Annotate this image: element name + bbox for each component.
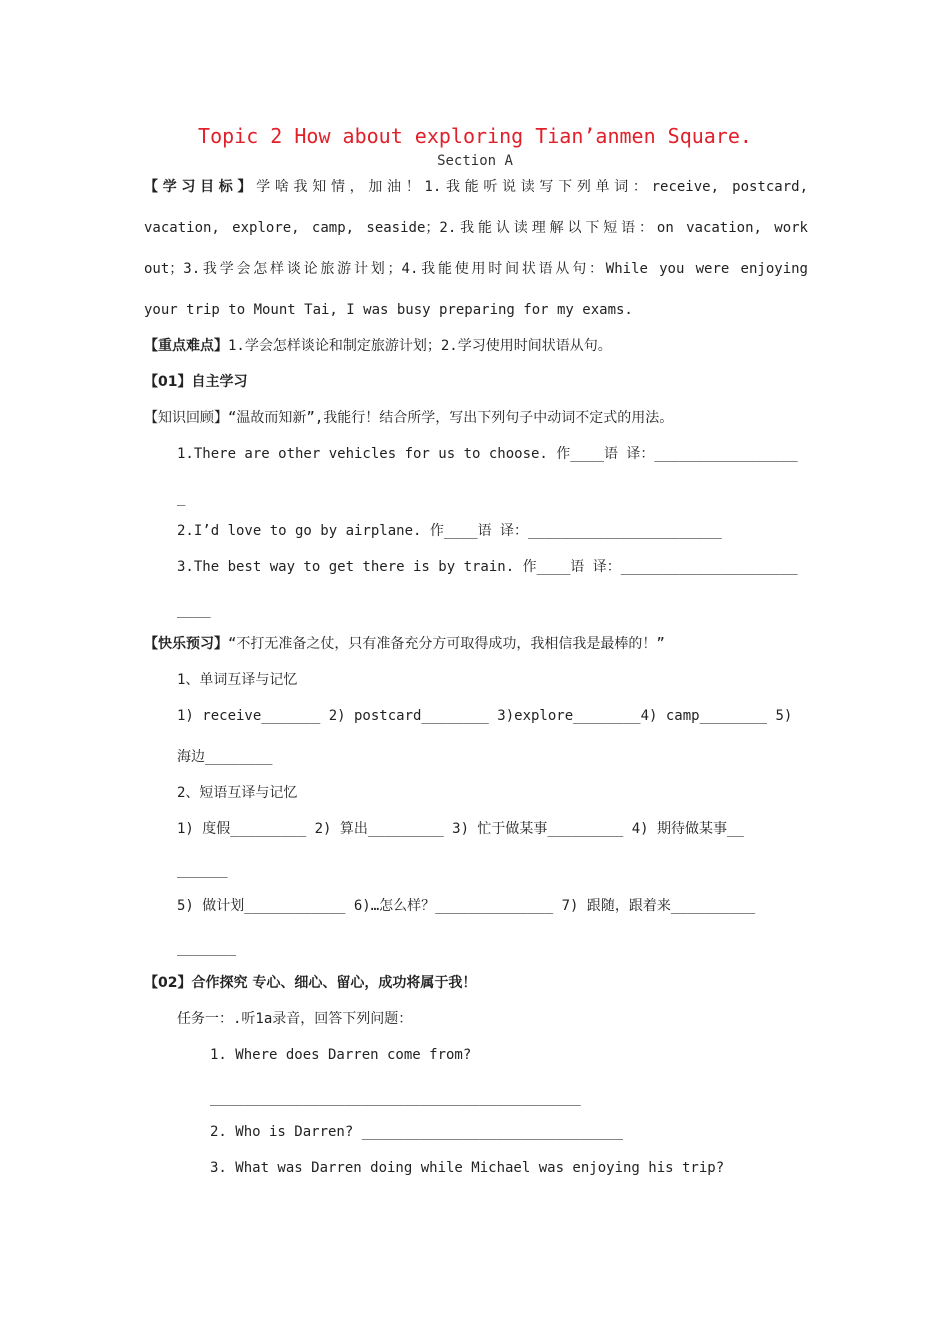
task-one: 任务一：.听1a录音，回答下列问题： bbox=[177, 1011, 413, 1027]
question-2: 2. Who is Darren? _______________________________ bbox=[210, 1124, 624, 1140]
review-item-1-cont: _ bbox=[177, 490, 186, 506]
words-line-2: 海边________ bbox=[177, 749, 273, 765]
phrases-line-1: 1) 度假_________ 2) 算出_________ 3) 忙于做某事_________ 4) 期待做某事__ bbox=[177, 821, 744, 837]
review-tag: 【知识回顾】 bbox=[144, 410, 228, 426]
goals-line-3: out；3.我学会怎样谈论旅游计划；4.我能使用时间状语从句：While you were enjoying bbox=[144, 261, 808, 277]
goals-tag: 【学习目标】 bbox=[144, 179, 257, 195]
preview-intro bbox=[144, 634, 808, 654]
words-heading: 1、单词互译与记忆 bbox=[177, 672, 298, 688]
section-subtitle: Section A bbox=[437, 153, 513, 169]
section-01-heading: 【01】自主学习 bbox=[144, 374, 248, 390]
phrases-line-3: 5) 做计划____________ 6)…怎么样？______________ 7) 跟随，跟着来__________ bbox=[177, 898, 756, 914]
review-text: “温故而知新”,我能行！结合所学，写出下列句子中动词不定式的用法。 bbox=[228, 410, 674, 426]
goals-line-4: your trip to Mount Tai, I was busy preparing for my exams. bbox=[144, 302, 633, 318]
phrases-heading: 2、短语互译与记忆 bbox=[177, 785, 298, 801]
review-item-3: 3.The best way to get there is by train. 作____语 译：_____________________ bbox=[177, 559, 798, 575]
words-line-1: 1) receive_______ 2) postcard________ 3)explore________4) camp________ 5) bbox=[177, 708, 793, 724]
review-item-1: 1.There are other vehicles for us to choose. 作____语 译：_________________ bbox=[177, 446, 798, 462]
goals-line-1: 【学习目标】学啥我知情，加油！1.我能听说读写下列单词：receive, postcard, bbox=[144, 179, 808, 195]
question-1: 1. Where does Darren come from? bbox=[210, 1047, 472, 1063]
section-02-heading: 【02】合作探究 专心、细心、留心，成功将属于我！ bbox=[144, 975, 477, 991]
preview-tag: 【快乐预习】 bbox=[144, 636, 228, 652]
key-points-tag: 【重点难点】 bbox=[144, 338, 228, 354]
goals-line-2: vacation, explore, camp, seaside；2.我能认读理解以下短语：on vacation, work bbox=[144, 220, 808, 236]
review-item-3-cont: ____ bbox=[177, 602, 211, 618]
review-intro bbox=[144, 408, 808, 428]
key-points-text: 1.学会怎样谈论和制定旅游计划；2.学习使用时间状语从句。 bbox=[228, 338, 612, 354]
preview-text: “不打无准备之仗，只有准备充分方可取得成功，我相信我是最棒的！” bbox=[228, 636, 665, 652]
question-1-answer: ____________________________________________ bbox=[210, 1090, 581, 1106]
review-item-2: 2.I’d love to go by airplane. 作____语 译：_______________________ bbox=[177, 523, 722, 539]
question-3: 3. What was Darren doing while Michael was enjoying his trip? bbox=[210, 1160, 725, 1176]
phrases-line-2: ______ bbox=[177, 862, 228, 878]
page-title: Topic 2 How about exploring Tian’anmen Square. bbox=[198, 124, 752, 148]
key-points bbox=[144, 336, 808, 356]
phrases-line-4: _______ bbox=[177, 940, 237, 956]
